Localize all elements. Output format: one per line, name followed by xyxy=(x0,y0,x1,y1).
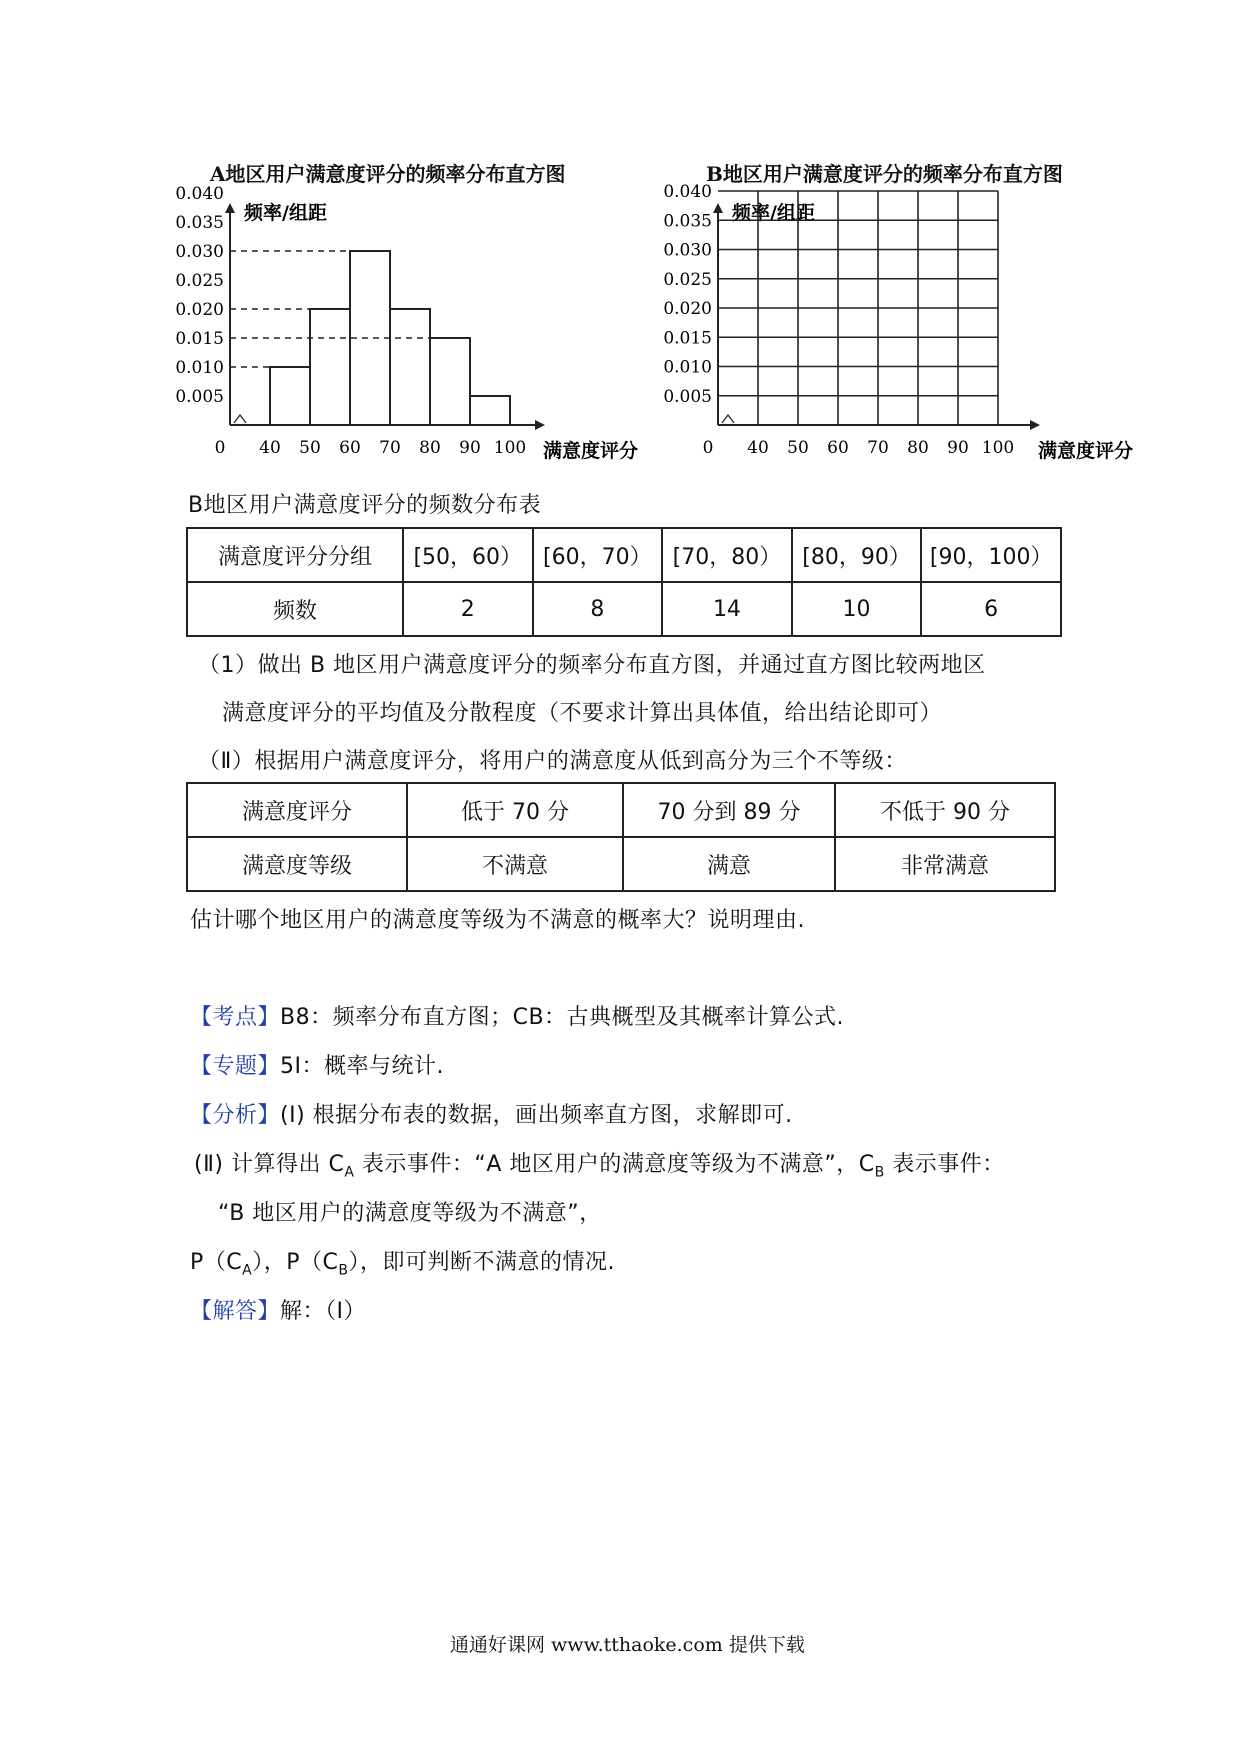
x-tick-label: 60 xyxy=(339,438,361,458)
table-group: [80，90） xyxy=(792,528,922,582)
fenxi-tag: 【分析】 xyxy=(190,1103,281,1128)
x-tick-label: 80 xyxy=(907,438,929,458)
histogram-bar xyxy=(430,338,470,425)
y-axis-label: 频率/组距 xyxy=(732,202,815,224)
table-count: 6 xyxy=(921,582,1061,636)
y-axis-arrow xyxy=(713,203,723,213)
x-tick-label: 60 xyxy=(827,438,849,458)
jieda-line xyxy=(190,1294,366,1325)
level-table-cell: 不满意 xyxy=(407,837,623,891)
footer: 通通好课网 www.tthaoke.com 提供下载 xyxy=(450,1634,805,1656)
frequency-table xyxy=(186,527,1062,637)
level-table-cell: 非常满意 xyxy=(835,837,1055,891)
x-axis-arrow xyxy=(1030,420,1040,430)
table-group: [60，70） xyxy=(533,528,663,582)
x-axis-label: 满意度评分 xyxy=(543,440,639,462)
y-tick-label: 0.005 xyxy=(663,386,712,407)
subscript-b: B xyxy=(338,1262,349,1279)
table-group: [70，80） xyxy=(662,528,792,582)
level-table-cell: 不低于 90 分 xyxy=(835,783,1055,837)
table-row-label: 频数 xyxy=(187,582,403,636)
x-tick-label: 0 xyxy=(214,438,226,458)
analysis-text: (Ⅱ) 计算得出 C xyxy=(194,1152,345,1177)
y-tick-label: 0.025 xyxy=(175,271,224,291)
table-group: [50，60） xyxy=(403,528,533,582)
x-tick-label: 70 xyxy=(867,438,889,458)
zhuanti-text: 5I：概率与统计. xyxy=(280,1054,444,1079)
y-tick-label: 0.035 xyxy=(175,213,224,233)
y-tick-label: 0.015 xyxy=(175,329,224,349)
jieda-text: 解：（Ⅰ） xyxy=(280,1299,367,1324)
chart-b xyxy=(663,182,1150,485)
subscript-b: B xyxy=(874,1164,885,1181)
satisfaction-level-table xyxy=(186,782,1056,892)
axis-break-mark xyxy=(234,415,246,423)
y-axis-arrow xyxy=(225,203,235,213)
zhuanti-tag: 【专题】 xyxy=(190,1054,281,1079)
kaodian-text: B8：频率分布直方图；CB：古典概型及其概率计算公式. xyxy=(280,1005,845,1030)
table-count: 10 xyxy=(792,582,922,636)
question1-line2: 满意度评分的平均值及分散程度（不要求计算出具体值，给出结论即可） xyxy=(222,701,943,726)
x-tick-label: 90 xyxy=(947,438,969,458)
question1-line1: （1）做出 B 地区用户满意度评分的频率分布直方图，并通过直方图比较两地区 xyxy=(198,653,986,678)
y-tick-label: 0.020 xyxy=(663,299,712,319)
y-tick-label: 0.010 xyxy=(663,357,712,378)
level-table-cell: 满意度评分 xyxy=(187,783,407,837)
x-tick-label: 70 xyxy=(379,438,401,458)
histogram-bar xyxy=(270,367,310,425)
chart-a-title: A地区用户满意度评分的频率分布直方图 xyxy=(210,162,566,186)
y-tick-label: 0.030 xyxy=(663,240,712,261)
x-axis-label: 满意度评分 xyxy=(1038,440,1134,462)
zhuanti-line xyxy=(190,1049,444,1080)
y-tick-label: 0.040 xyxy=(663,182,712,202)
histogram-bar xyxy=(470,396,510,425)
analysis-text: 表示事件：“A 地区用户的满意度等级为不满意”，C xyxy=(354,1152,875,1177)
histogram-bar xyxy=(390,309,430,425)
y-tick-label: 0.005 xyxy=(175,387,224,407)
y-tick-label: 0.035 xyxy=(663,211,712,232)
kaodian-tag: 【考点】 xyxy=(190,1005,281,1030)
question2-line1: （Ⅱ）根据用户满意度评分，将用户的满意度从低到高分为三个不等级： xyxy=(198,749,907,774)
fenxi-line xyxy=(190,1098,793,1129)
x-tick-label: 0 xyxy=(702,438,714,458)
jieda-tag: 【解答】 xyxy=(190,1299,281,1324)
chart-b-title: B地区用户满意度评分的频率分布直方图 xyxy=(706,162,1063,186)
analysis-text: 表示事件： xyxy=(884,1152,1005,1177)
table-count: 2 xyxy=(403,582,533,636)
level-table-cell: 满意 xyxy=(623,837,835,891)
analysis-text: ），P（C xyxy=(252,1250,339,1275)
analysis-text: ），即可判断不满意的情况. xyxy=(348,1250,615,1275)
analysis-line5: “B 地区用户的满意度等级为不满意”， xyxy=(218,1201,602,1226)
x-axis-arrow xyxy=(535,420,545,430)
fenxi-text: (Ⅰ) 根据分布表的数据，画出频率直方图，求解即可. xyxy=(280,1103,793,1128)
subscript-a: A xyxy=(344,1164,355,1181)
x-tick-label: 90 xyxy=(459,438,481,458)
x-tick-label: 80 xyxy=(419,438,441,458)
kaodian-line xyxy=(190,1000,844,1031)
x-tick-label: 50 xyxy=(299,438,321,458)
x-tick-label: 40 xyxy=(747,438,769,458)
analysis-text: P（C xyxy=(190,1250,243,1275)
x-tick-label: 100 xyxy=(493,438,527,458)
analysis-line4 xyxy=(194,1147,1005,1180)
level-table-cell: 70 分到 89 分 xyxy=(623,783,835,837)
table-header-label: 满意度评分分组 xyxy=(187,528,403,582)
y-tick-label: 0.030 xyxy=(175,242,224,262)
histogram-bar xyxy=(310,309,350,425)
table-group: [90，100） xyxy=(921,528,1061,582)
y-tick-label: 0.010 xyxy=(175,358,224,378)
question2-line2: 估计哪个地区用户的满意度等级为不满意的概率大？说明理由. xyxy=(190,908,805,933)
y-tick-label: 0.015 xyxy=(663,328,712,349)
x-tick-label: 100 xyxy=(981,438,1015,458)
y-tick-label: 0.040 xyxy=(175,184,224,204)
table-b-caption: B地区用户满意度评分的频数分布表 xyxy=(188,493,542,518)
level-table-cell: 满意度等级 xyxy=(187,837,407,891)
table-count: 14 xyxy=(662,582,792,636)
axis-break-mark xyxy=(722,415,734,423)
table-count: 8 xyxy=(533,582,663,636)
x-tick-label: 40 xyxy=(259,438,281,458)
y-axis-label: 频率/组距 xyxy=(244,202,327,224)
subscript-a: A xyxy=(242,1262,253,1279)
analysis-line6 xyxy=(190,1245,615,1278)
y-tick-label: 0.025 xyxy=(663,269,712,290)
y-tick-label: 0.020 xyxy=(175,300,224,320)
level-table-cell: 低于 70 分 xyxy=(407,783,623,837)
chart-a xyxy=(175,184,650,485)
x-tick-label: 50 xyxy=(787,438,809,458)
